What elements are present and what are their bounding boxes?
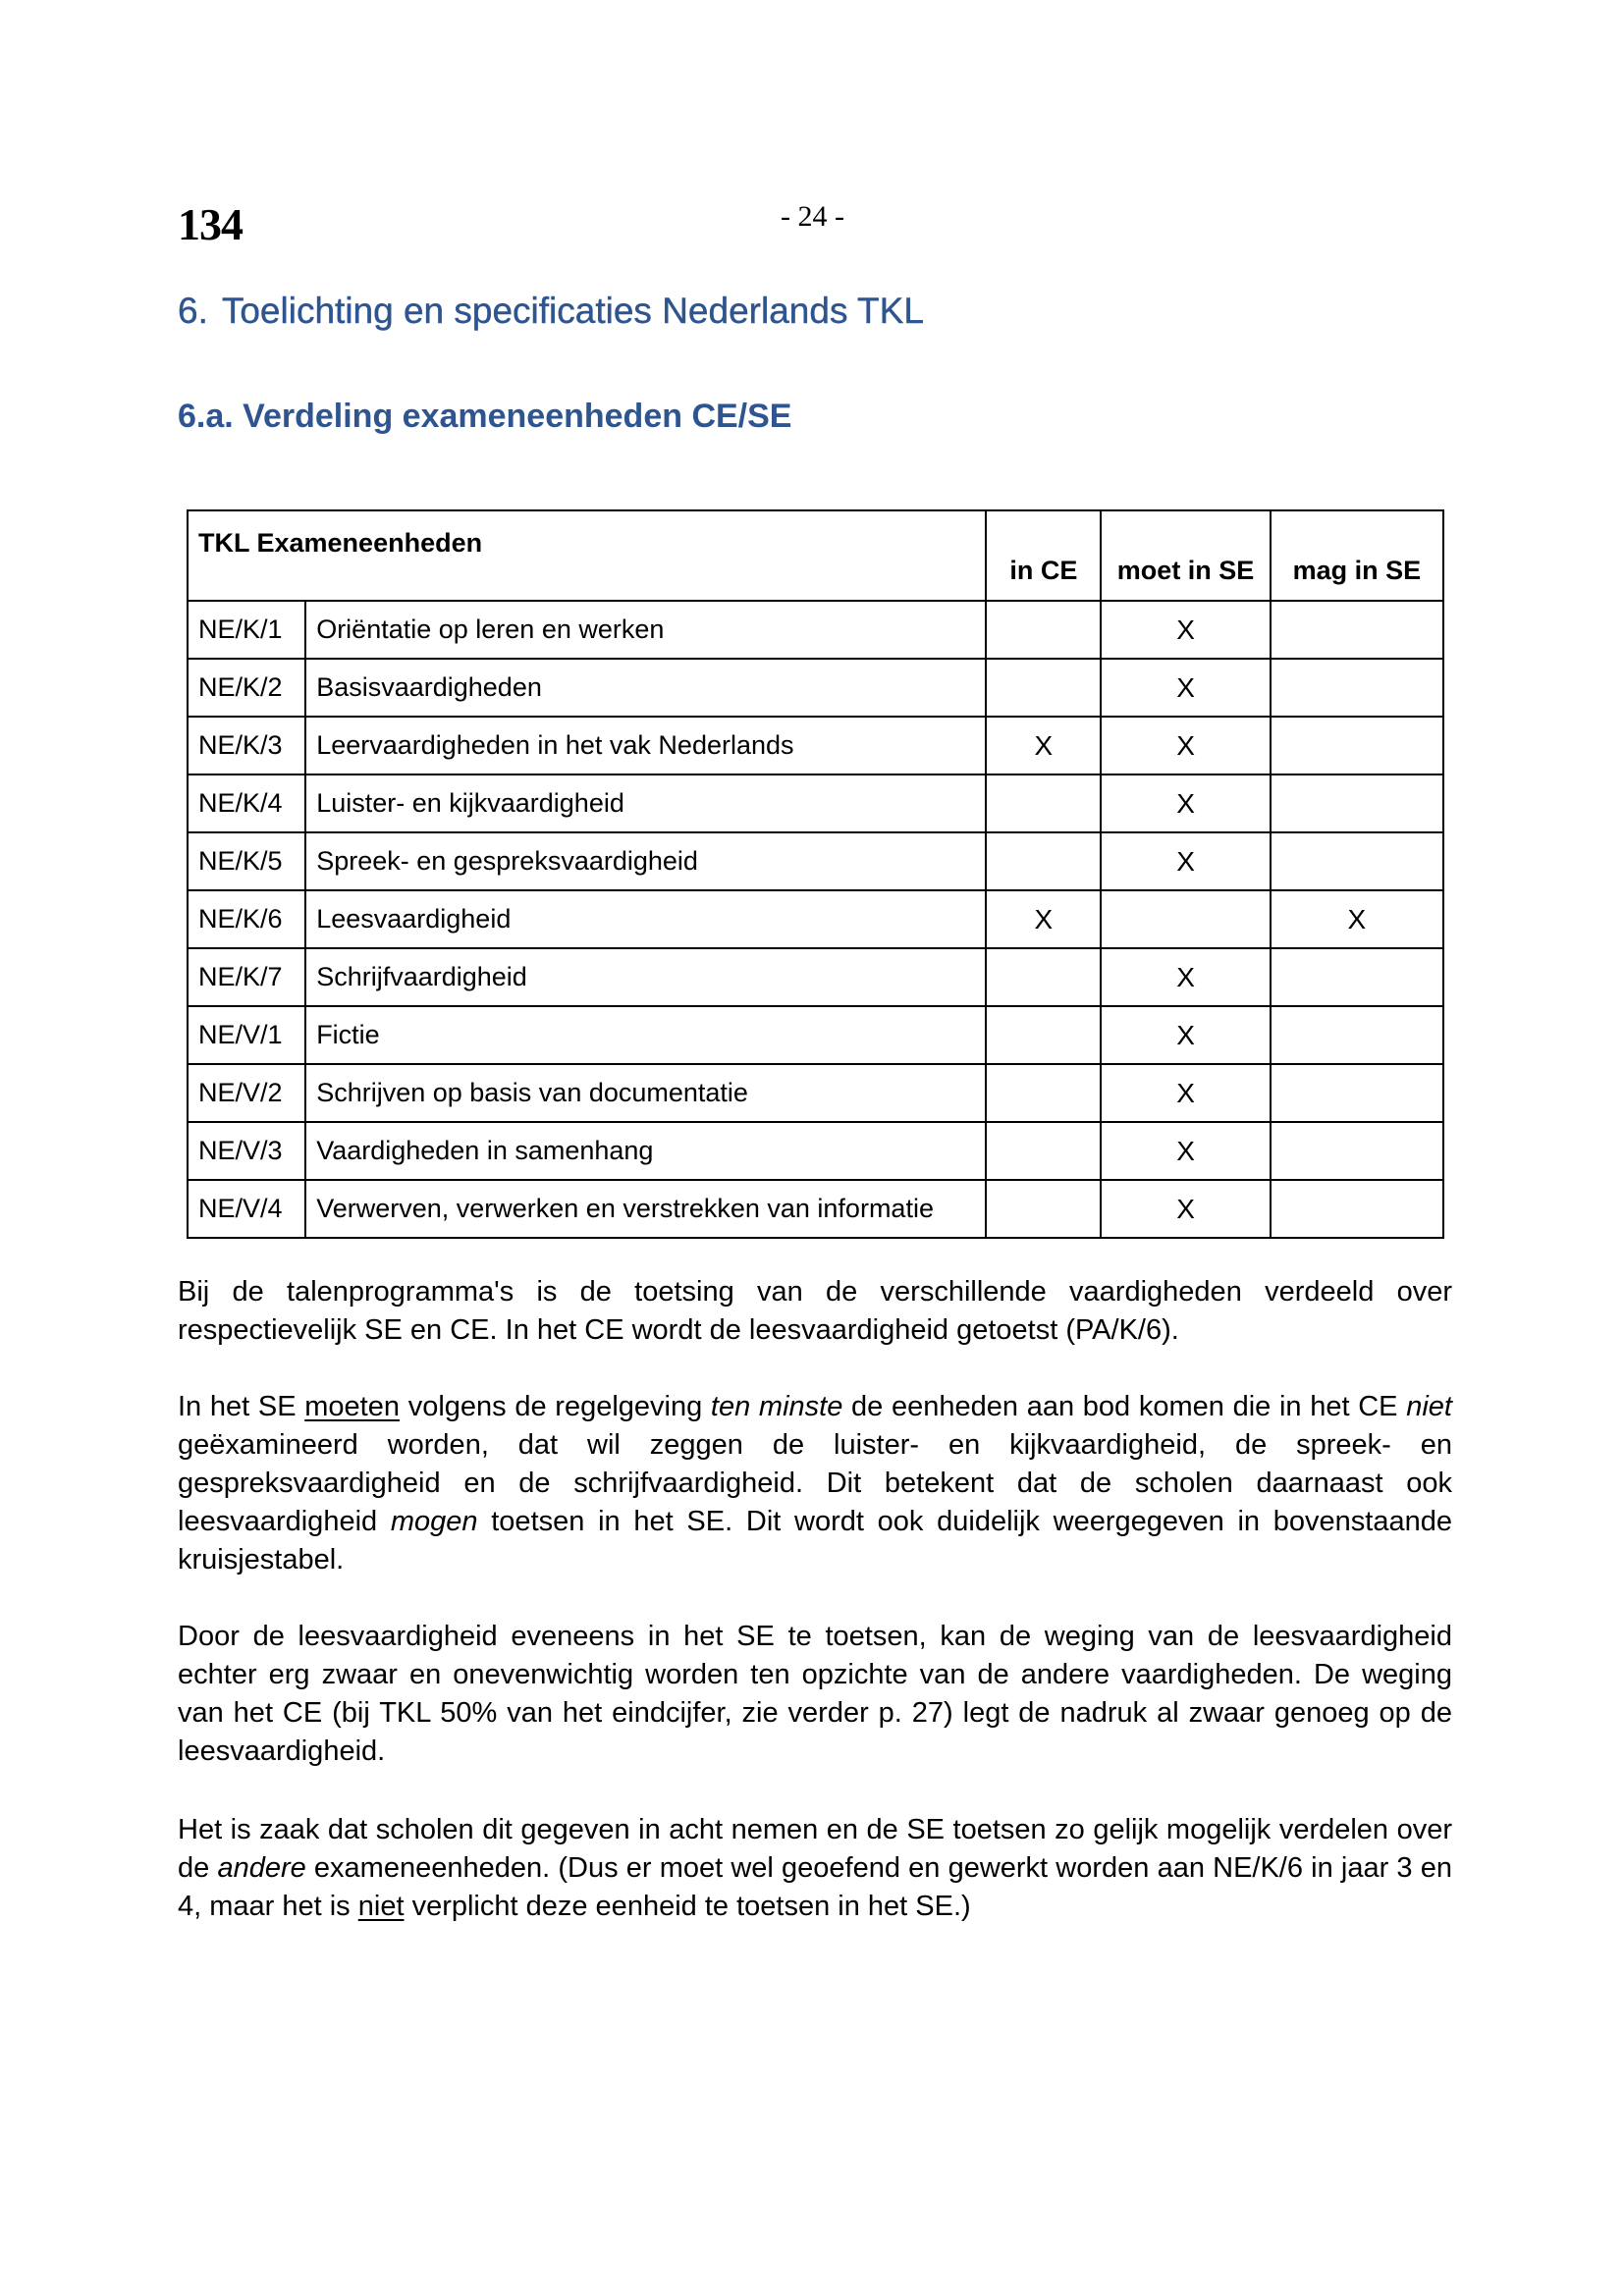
moet-in-se-mark: X <box>1101 1122 1270 1180</box>
text-span: Het is zaak dat scholen dit gegeven in acht nemen en de SE toetsen zo gelijk mogelijk verdelen over de <box>178 1814 1452 1884</box>
unit-code: NE/K/6 <box>188 890 305 948</box>
header-in-ce: in CE <box>986 510 1101 601</box>
table-row <box>188 1064 1443 1122</box>
unit-code: NE/V/4 <box>188 1180 305 1238</box>
paragraph-2 <box>178 1388 1452 1579</box>
unit-name: Fictie <box>305 1006 986 1064</box>
moet-in-se-mark <box>1101 890 1270 948</box>
moet-in-se-mark: X <box>1101 1180 1270 1238</box>
header-moet-in-se: moet in SE <box>1101 510 1270 601</box>
subsection-heading: 6.a. Verdeling exameneenheden CE/SE <box>178 398 792 435</box>
unit-code: NE/K/5 <box>188 832 305 890</box>
moet-in-se-mark: X <box>1101 717 1270 774</box>
moet-in-se-mark: X <box>1101 1064 1270 1122</box>
in-ce-mark <box>986 948 1101 1006</box>
text-span: In het SE <box>178 1391 305 1422</box>
unit-name: Leesvaardigheid <box>305 890 986 948</box>
moet-in-se-mark: X <box>1101 832 1270 890</box>
in-ce-mark <box>986 1006 1101 1064</box>
mag-in-se-mark <box>1271 832 1443 890</box>
text-span: geëxamineerd worden, dat wil zeggen de luister- en kijkvaardigheid, de spreek- en gespreksvaardigheid en de schrijfvaardigheid. Dit betekent dat de scholen daarnaast ook leesvaardigheid <box>178 1429 1452 1537</box>
text-span: exameneenheden. (Dus er moet wel geoefend en gewerkt worden aan NE/K/6 in jaar 3 en 4, maar het is <box>178 1852 1452 1922</box>
in-ce-mark <box>986 1122 1101 1180</box>
mag-in-se-mark <box>1271 717 1443 774</box>
in-ce-mark <box>986 659 1101 717</box>
italic-text: andere <box>217 1852 306 1884</box>
mag-in-se-mark: X <box>1271 890 1443 948</box>
unit-code: NE/V/3 <box>188 1122 305 1180</box>
table-row <box>188 890 1443 948</box>
mag-in-se-mark <box>1271 1064 1443 1122</box>
mag-in-se-mark <box>1271 659 1443 717</box>
unit-name: Basisvaardigheden <box>305 659 986 717</box>
italic-text: mogen <box>390 1506 478 1537</box>
unit-name: Oriëntatie op leren en werken <box>305 601 986 659</box>
in-ce-mark <box>986 601 1101 659</box>
unit-name: Vaardigheden in samenhang <box>305 1122 986 1180</box>
table-row <box>188 774 1443 832</box>
unit-name: Schrijfvaardigheid <box>305 948 986 1006</box>
table-row <box>188 1180 1443 1238</box>
table-row <box>188 948 1443 1006</box>
table-header-row <box>188 510 1443 601</box>
table-row <box>188 717 1443 774</box>
mag-in-se-mark <box>1271 1006 1443 1064</box>
mag-in-se-mark <box>1271 1122 1443 1180</box>
unit-name: Schrijven op basis van documentatie <box>305 1064 986 1122</box>
unit-code: NE/K/4 <box>188 774 305 832</box>
unit-code: NE/V/2 <box>188 1064 305 1122</box>
unit-code: NE/K/7 <box>188 948 305 1006</box>
section-number: 6. <box>178 291 208 331</box>
paragraph-1: Bij de talenprogramma's is de toetsing van de verschillende vaardigheden verdeeld over respectievelijk SE en CE. In het CE wordt de leesvaardigheid getoetst (PA/K/6). <box>178 1276 1452 1346</box>
in-ce-mark: X <box>986 890 1101 948</box>
italic-text: niet <box>1406 1391 1452 1422</box>
text-span: toetsen in het SE. Dit wordt ook duidelijk weergegeven in bovenstaande kruisjestabel. <box>178 1506 1452 1575</box>
mag-in-se-mark <box>1271 774 1443 832</box>
moet-in-se-mark: X <box>1101 601 1270 659</box>
table-row <box>188 832 1443 890</box>
unit-code: NE/K/2 <box>188 659 305 717</box>
table-row <box>188 1006 1443 1064</box>
underlined-text: niet <box>357 1891 405 1922</box>
section-title: Toelichting en specificaties Nederlands TKL <box>221 291 924 331</box>
moet-in-se-mark: X <box>1101 774 1270 832</box>
section-heading <box>178 291 924 332</box>
mag-in-se-mark <box>1271 948 1443 1006</box>
table-row <box>188 659 1443 717</box>
unit-name: Leervaardigheden in het vak Nederlands <box>305 717 986 774</box>
in-ce-mark <box>986 1180 1101 1238</box>
unit-code: NE/K/1 <box>188 601 305 659</box>
table-row <box>188 1122 1443 1180</box>
unit-code: NE/K/3 <box>188 717 305 774</box>
page-number: 134 <box>178 199 243 249</box>
header-exam-units: TKL Exameneenheden <box>188 510 986 601</box>
unit-code: NE/V/1 <box>188 1006 305 1064</box>
text-span: volgens de regelgeving <box>400 1391 711 1422</box>
mag-in-se-mark <box>1271 1180 1443 1238</box>
unit-name: Luister- en kijkvaardigheid <box>305 774 986 832</box>
in-ce-mark <box>986 1064 1101 1122</box>
moet-in-se-mark: X <box>1101 948 1270 1006</box>
paragraph-3: Door de leesvaardigheid eveneens in het SE te toetsen, kan de weging van de leesvaardigheid echter erg zwaar en onevenwichtig worden ten opzichte van de andere vaardigheden. De weging van het CE (bij TKL 50% van het eindcijfer, zie verder p. 27) legt de nadruk al zwaar genoeg op de leesvaardigheid. <box>178 1621 1452 1767</box>
page-marker: - 24 - <box>781 200 844 233</box>
mag-in-se-mark <box>1271 601 1443 659</box>
header-mag-in-se: mag in SE <box>1271 510 1443 601</box>
in-ce-mark <box>986 774 1101 832</box>
table-row <box>188 601 1443 659</box>
text-span: de eenheden aan bod komen die in het CE <box>842 1391 1407 1422</box>
exam-units-table <box>187 509 1444 1239</box>
moet-in-se-mark: X <box>1101 1006 1270 1064</box>
in-ce-mark: X <box>986 717 1101 774</box>
unit-name: Verwerven, verwerken en verstrekken van informatie <box>305 1180 986 1238</box>
in-ce-mark <box>986 832 1101 890</box>
moet-in-se-mark: X <box>1101 659 1270 717</box>
italic-text: ten minste <box>710 1391 843 1422</box>
paragraph-4 <box>178 1811 1452 1926</box>
unit-name: Spreek- en gespreksvaardigheid <box>305 832 986 890</box>
text-span: verplicht deze eenheid te toetsen in het SE.) <box>404 1891 971 1922</box>
underlined-text: moeten <box>304 1391 400 1422</box>
